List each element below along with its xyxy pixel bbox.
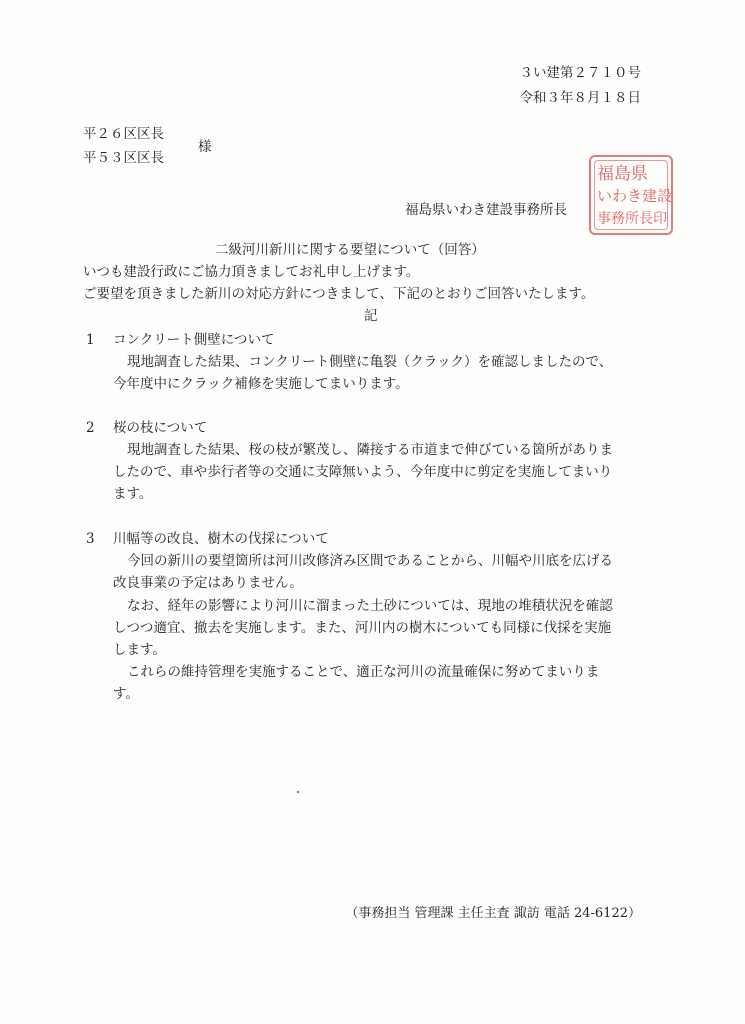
section-3-line-1: 今回の新川の要望箇所は河川改修済み区間であることから、川幅や川底を広げる [127, 553, 613, 569]
section-number-1: 1 [86, 332, 95, 348]
section-3-line-4: しつつ適宜、撤去を実施します。また、河川内の樹木についても同様に伐採を実施 [113, 620, 612, 636]
opening-line-2: ご要望を頂きました新川の対応方針につきまして、下記のとおりご回答いたします。 [83, 286, 595, 302]
section-heading-1: コンクリート側壁について [113, 332, 275, 348]
section-heading-3: 川幅等の改良、樹木の伐採について [113, 531, 329, 547]
recipient-line-2: 平５３区区長 [83, 150, 164, 166]
sender-name: 福島県いわき建設事務所長 [405, 202, 567, 218]
section-2-line-3: ます。 [113, 486, 153, 502]
contact-info: （事務担当 管理課 主任主査 諏訪 電話 24-6122） [345, 906, 641, 921]
section-2-line-2: したので、車や歩行者等の交通に支障無いよう、今年度中に剪定を実施してまいり [113, 464, 613, 480]
svg-text:事務所長印: 事務所長印 [597, 211, 667, 227]
opening-line-1: いつも建設行政にご協力頂きましてお礼申し上げます。 [83, 264, 420, 280]
document-number: ３い建第２７１０号 [519, 65, 641, 81]
scan-speck [297, 791, 299, 793]
section-3-line-6: これらの維持管理を実施することで、適正な河川の流量確保に努めてまいりま [127, 664, 600, 680]
section-3-line-3: なお、経年の影響により河川に溜まった土砂については、現地の堆積状況を確認 [127, 598, 613, 614]
section-3-line-5: します。 [113, 642, 166, 658]
section-1-line-1: 現地調査した結果、コンクリート側壁に亀裂（クラック）を確認しましたので、 [127, 354, 613, 370]
document-date: 令和３年８月１８日 [519, 90, 641, 106]
section-number-3: 3 [86, 531, 95, 547]
svg-text:福島県: 福島県 [597, 164, 648, 184]
section-2-line-1: 現地調査した結果、桜の枝が繁茂し、隣接する市道まで伸びている箇所がありま [127, 442, 613, 458]
section-number-2: 2 [86, 420, 95, 436]
svg-text:いわき建設: いわき建設 [597, 187, 673, 205]
section-heading-2: 桜の枝について [113, 420, 208, 436]
ki-marker: 記 [364, 308, 378, 324]
section-1-line-2: 今年度中にクラック補修を実施してまいります。 [113, 376, 409, 392]
recipient-honorific: 様 [198, 139, 212, 155]
document-subject: 二級河川新川に関する要望について（回答） [215, 242, 485, 258]
section-3-line-7: す。 [113, 686, 139, 702]
seal-glyphs [589, 155, 673, 235]
section-3-line-2: 改良事業の予定はありません。 [113, 575, 303, 591]
official-seal-stamp [589, 155, 673, 235]
recipient-line-1: 平２６区区長 [83, 126, 164, 142]
